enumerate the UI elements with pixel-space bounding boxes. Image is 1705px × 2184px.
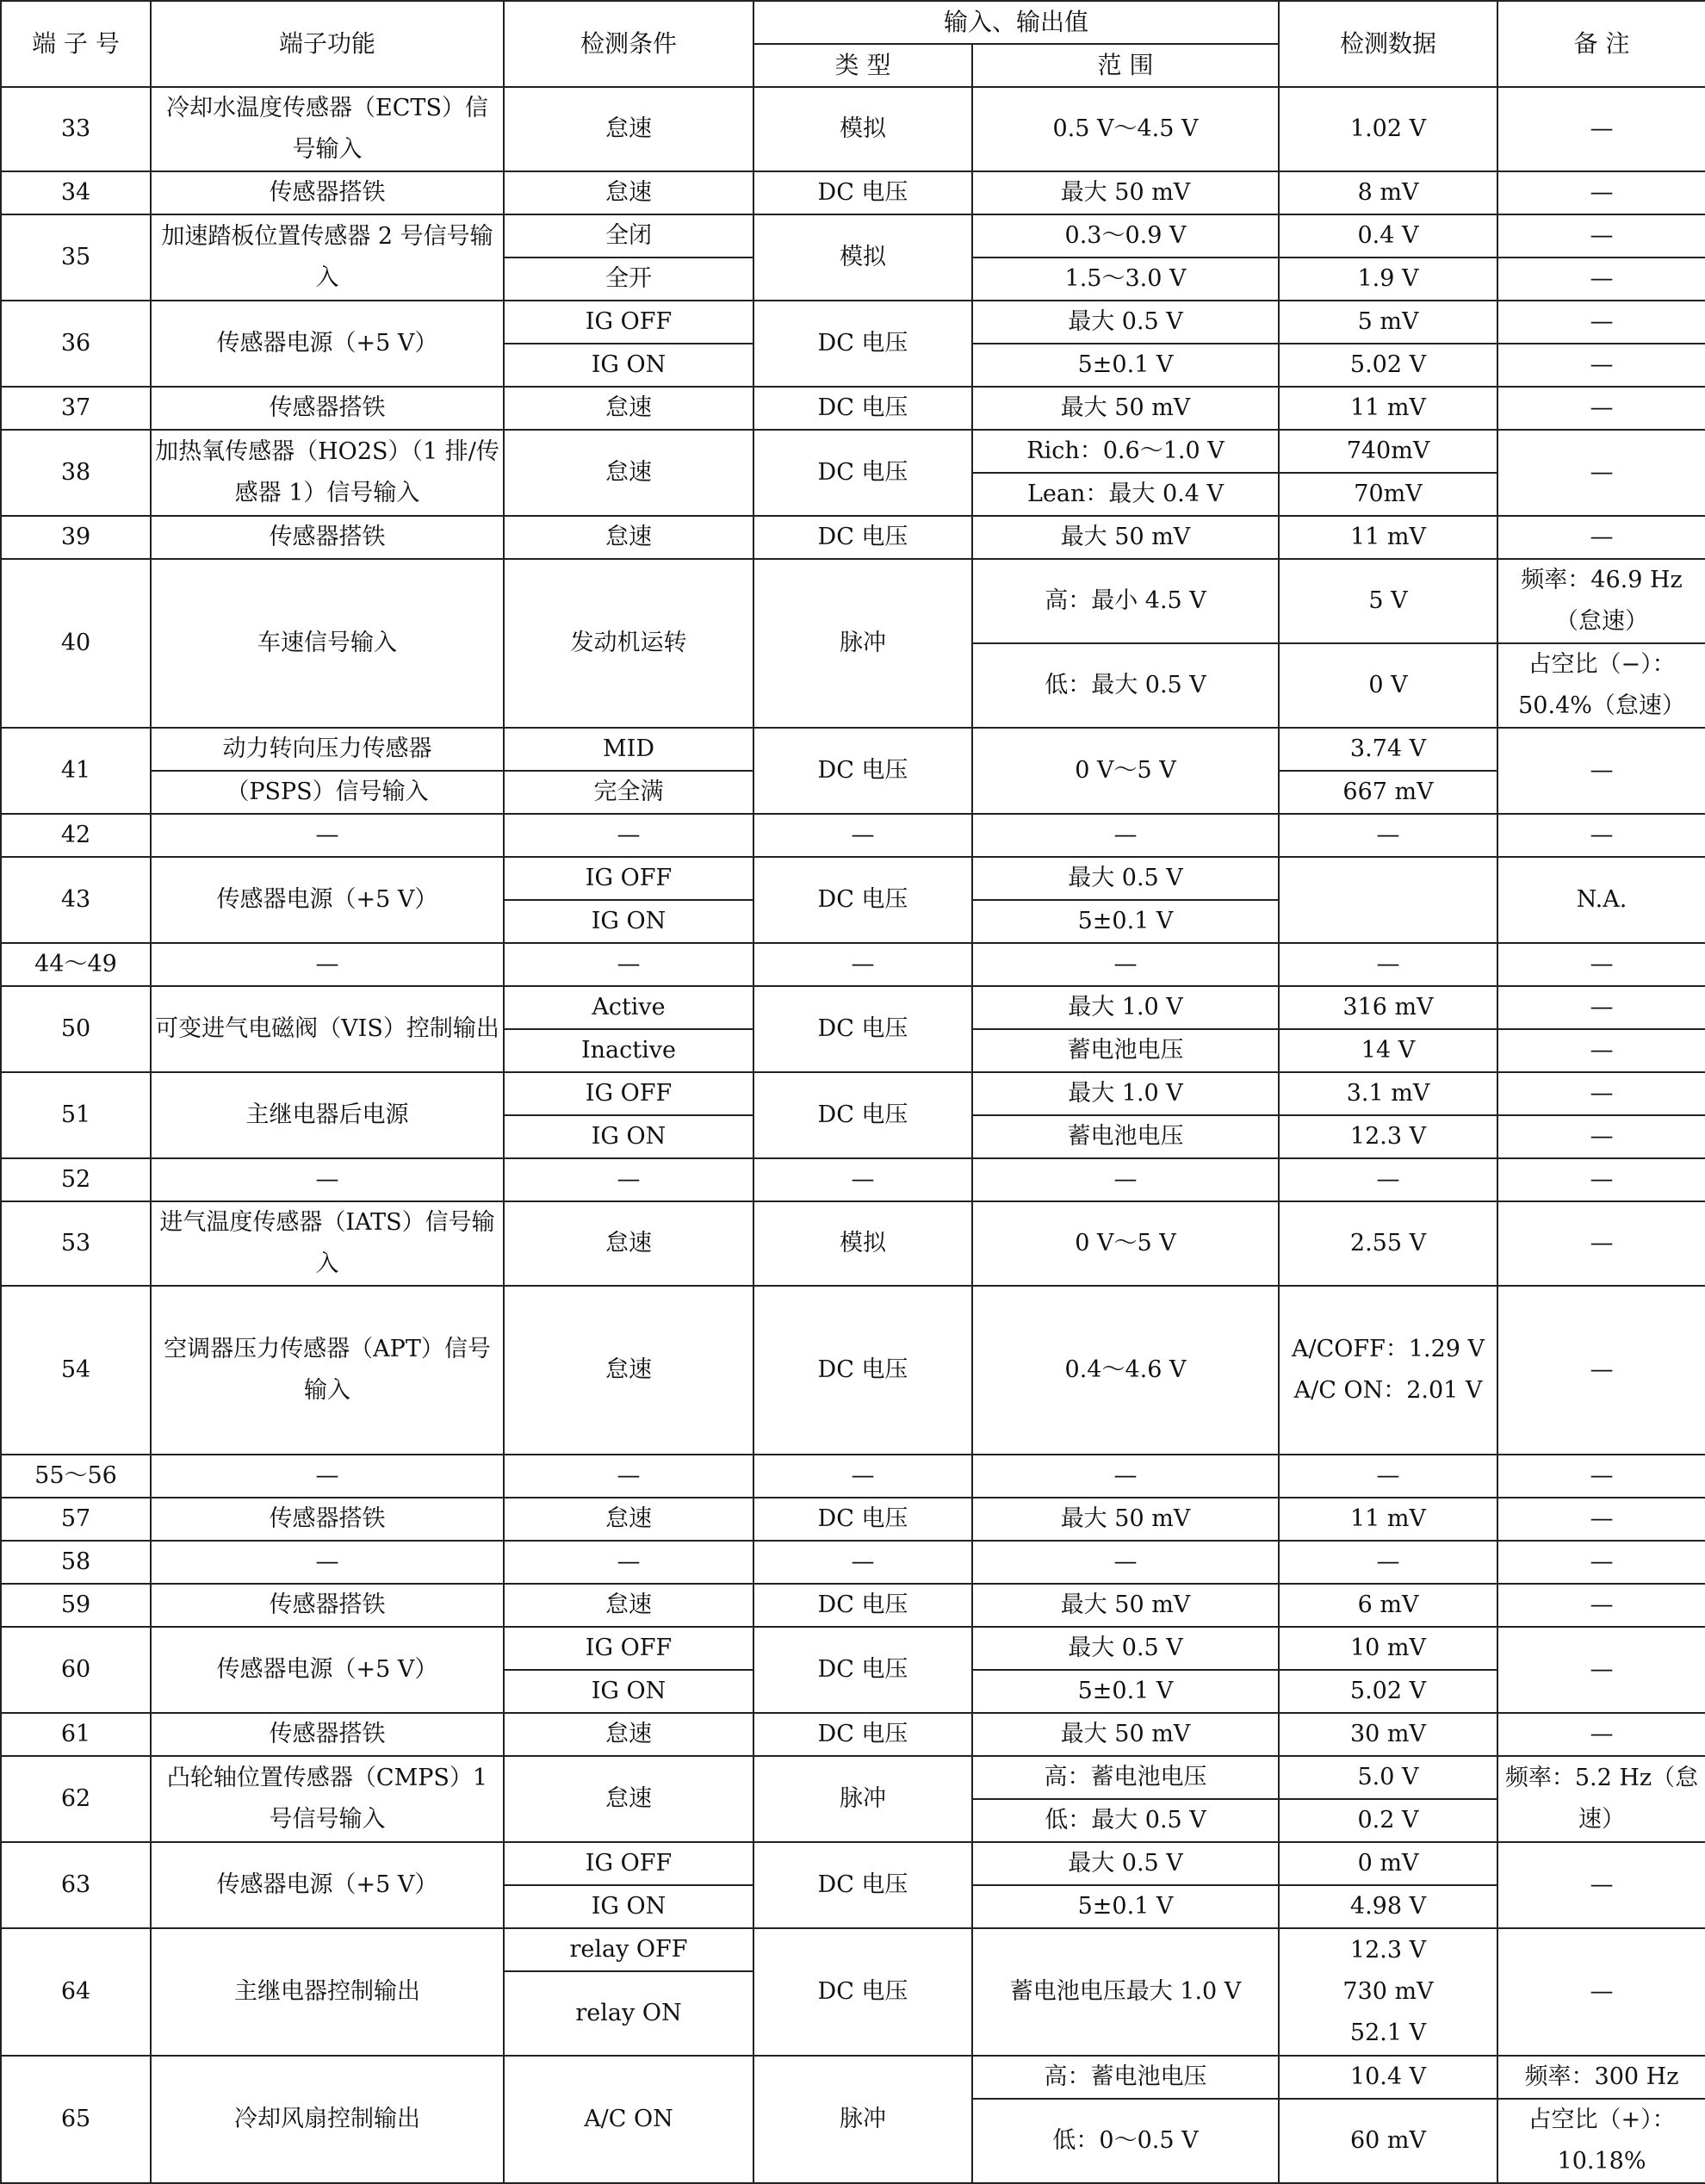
io-range: —: [972, 943, 1279, 986]
table-row: [1, 2056, 1705, 2099]
note: —: [1497, 214, 1705, 257]
measured-data: 11 mV: [1279, 387, 1497, 430]
condition: IG OFF: [504, 857, 753, 900]
terminal-function: 传感器电源（+5 V）: [151, 301, 504, 387]
measured-data: 667 mV: [1279, 771, 1497, 814]
note: —: [1497, 1627, 1705, 1713]
measured-data: [1279, 857, 1497, 943]
io-range: —: [972, 1541, 1279, 1584]
measured-data: 60 mV: [1279, 2099, 1497, 2183]
measured-data: 12.3 V 730 mV 52.1 V: [1279, 1928, 1497, 2056]
terminal-function: 可变进气电磁阀（VIS）控制输出: [151, 986, 504, 1072]
condition: 全开: [504, 257, 753, 301]
io-type: —: [753, 1541, 972, 1584]
terminal-function: 传感器电源（+5 V）: [151, 1842, 504, 1928]
terminal-function: 传感器电源（+5 V）: [151, 857, 504, 943]
table-row: [1, 516, 1705, 559]
condition: 完全满: [504, 771, 753, 814]
measured-data: —: [1279, 1455, 1497, 1498]
terminal-function: 冷却风扇控制输出: [151, 2056, 504, 2183]
io-type: DC 电压: [753, 171, 972, 214]
condition: 怠速: [504, 1713, 753, 1756]
table-row: [1, 1455, 1705, 1498]
io-range: —: [972, 814, 1279, 857]
note: N.A.: [1497, 857, 1705, 943]
note: —: [1497, 1455, 1705, 1498]
io-range: 蓄电池电压: [972, 1029, 1279, 1072]
terminal-function: 主继电器后电源: [151, 1072, 504, 1158]
measured-data: 5 V: [1279, 559, 1497, 643]
condition: —: [504, 1541, 753, 1584]
header-type: 类 型: [753, 44, 972, 87]
note: —: [1497, 943, 1705, 986]
condition: —: [504, 1455, 753, 1498]
header-notes: 备 注: [1497, 1, 1705, 87]
measured-data: 5.02 V: [1279, 1670, 1497, 1713]
condition: —: [504, 814, 753, 857]
measured-data: 3.74 V: [1279, 728, 1497, 771]
io-range: —: [972, 1455, 1279, 1498]
table-row: [1, 857, 1705, 900]
note: 频率：300 Hz: [1497, 2056, 1705, 2099]
io-range: 0.3～0.9 V: [972, 214, 1279, 257]
header-condition: 检测条件: [504, 1, 753, 87]
condition: 全闭: [504, 214, 753, 257]
table-row: [1, 986, 1705, 1029]
terminal-no: 54: [1, 1286, 151, 1455]
measured-data: 0 V: [1279, 643, 1497, 728]
io-range: 蓄电池电压最大 1.0 V: [972, 1928, 1279, 2056]
note: 占空比（+）：10.18%: [1497, 2099, 1705, 2183]
header-range: 范 围: [972, 44, 1279, 87]
note: 频率：46.9 Hz（怠速）: [1497, 559, 1705, 643]
terminal-function: 进气温度传感器（IATS）信号输入: [151, 1201, 504, 1286]
table-row: [1, 171, 1705, 214]
condition: 怠速: [504, 430, 753, 516]
measured-data: A/COFF：1.29 V A/C ON：2.01 V: [1279, 1286, 1497, 1455]
terminal-no: 58: [1, 1541, 151, 1584]
note: —: [1497, 1713, 1705, 1756]
measured-data: 3.1 mV: [1279, 1072, 1497, 1115]
measured-data: 740mV: [1279, 430, 1497, 473]
terminal-function: （PSPS）信号输入: [151, 771, 504, 814]
table-row: [1, 1286, 1705, 1455]
condition: relay OFF: [504, 1928, 753, 1971]
io-type: DC 电压: [753, 1713, 972, 1756]
terminal-no: 44～49: [1, 943, 151, 986]
note: —: [1497, 1115, 1705, 1158]
measured-data: —: [1279, 1158, 1497, 1201]
io-range: 低：0～0.5 V: [972, 2099, 1279, 2183]
condition: 怠速: [504, 387, 753, 430]
terminal-no: 33: [1, 87, 151, 171]
condition: 怠速: [504, 171, 753, 214]
io-range: 最大 50 mV: [972, 171, 1279, 214]
condition: IG OFF: [504, 301, 753, 344]
io-range: 最大 50 mV: [972, 516, 1279, 559]
condition: 发动机运转: [504, 559, 753, 728]
condition: IG OFF: [504, 1842, 753, 1885]
note: —: [1497, 387, 1705, 430]
io-range: 5±0.1 V: [972, 900, 1279, 943]
condition: 怠速: [504, 87, 753, 171]
io-type: 脉冲: [753, 2056, 972, 2183]
header-terminal: 端 子 号: [1, 1, 151, 87]
io-type: 模拟: [753, 87, 972, 171]
condition: 怠速: [504, 1286, 753, 1455]
measured-data: 11 mV: [1279, 1498, 1497, 1541]
table-row: [1, 1928, 1705, 1971]
terminal-function: 主继电器控制输出: [151, 1928, 504, 2056]
io-type: DC 电压: [753, 430, 972, 516]
note: —: [1497, 1158, 1705, 1201]
terminal-function: 传感器搭铁: [151, 1713, 504, 1756]
note: —: [1497, 1498, 1705, 1541]
note: —: [1497, 516, 1705, 559]
note: —: [1497, 430, 1705, 516]
io-type: DC 电压: [753, 986, 972, 1072]
note: —: [1497, 1072, 1705, 1115]
io-range: 最大 50 mV: [972, 387, 1279, 430]
table-row: [1, 214, 1705, 257]
header-io-values: 输入、输出值: [753, 1, 1279, 44]
io-range: 0 V～5 V: [972, 1201, 1279, 1286]
table-row: [1, 1072, 1705, 1115]
measured-data: 1.02 V: [1279, 87, 1497, 171]
terminal-function: —: [151, 1455, 504, 1498]
condition: A/C ON: [504, 2056, 753, 2183]
io-range: 最大 50 mV: [972, 1584, 1279, 1627]
measured-data: 4.98 V: [1279, 1885, 1497, 1928]
io-type: —: [753, 1455, 972, 1498]
io-type: —: [753, 943, 972, 986]
terminal-function: 传感器搭铁: [151, 516, 504, 559]
condition: 怠速: [504, 1584, 753, 1627]
table-row: [1, 1627, 1705, 1670]
note: —: [1497, 1584, 1705, 1627]
condition: 怠速: [504, 516, 753, 559]
terminal-no: 62: [1, 1756, 151, 1842]
table-row: [1, 559, 1705, 643]
io-range: 最大 1.0 V: [972, 1072, 1279, 1115]
terminal-no: 35: [1, 214, 151, 301]
table-row: [1, 1541, 1705, 1584]
measured-data: 10.4 V: [1279, 2056, 1497, 2099]
terminal-function: —: [151, 814, 504, 857]
measured-data: 2.55 V: [1279, 1201, 1497, 1286]
condition: relay ON: [504, 1971, 753, 2056]
io-type: DC 电压: [753, 301, 972, 387]
terminal-function: 空调器压力传感器（APT）信号输入: [151, 1286, 504, 1455]
io-type: DC 电压: [753, 1627, 972, 1713]
terminal-no: 61: [1, 1713, 151, 1756]
io-range: 最大 50 mV: [972, 1713, 1279, 1756]
table-row: [1, 430, 1705, 473]
note: —: [1497, 87, 1705, 171]
measured-data: 5 mV: [1279, 301, 1497, 344]
io-type: DC 电压: [753, 1584, 972, 1627]
terminal-no: 57: [1, 1498, 151, 1541]
terminal-function: —: [151, 1541, 504, 1584]
io-range: 最大 0.5 V: [972, 301, 1279, 344]
io-range: 0.5 V～4.5 V: [972, 87, 1279, 171]
measured-data: 1.9 V: [1279, 257, 1497, 301]
measured-data: 12.3 V: [1279, 1115, 1497, 1158]
terminal-no: 53: [1, 1201, 151, 1286]
io-range: 最大 50 mV: [972, 1498, 1279, 1541]
terminal-function: 车速信号输入: [151, 559, 504, 728]
table-row: [1, 1584, 1705, 1627]
measured-data: 70mV: [1279, 473, 1497, 516]
terminal-no: 34: [1, 171, 151, 214]
note: —: [1497, 986, 1705, 1029]
condition: 怠速: [504, 1498, 753, 1541]
condition: —: [504, 1158, 753, 1201]
terminal-no: 65: [1, 2056, 151, 2183]
condition: IG ON: [504, 1670, 753, 1713]
terminal-no: 42: [1, 814, 151, 857]
measured-data: 6 mV: [1279, 1584, 1497, 1627]
io-range: 蓄电池电压: [972, 1115, 1279, 1158]
io-type: DC 电压: [753, 1498, 972, 1541]
terminal-function: 传感器搭铁: [151, 1498, 504, 1541]
terminal-function: 传感器搭铁: [151, 171, 504, 214]
terminal-no: 39: [1, 516, 151, 559]
table-row: [1, 814, 1705, 857]
terminal-no: 51: [1, 1072, 151, 1158]
measured-data: 10 mV: [1279, 1627, 1497, 1670]
table-row: [1, 728, 1705, 771]
io-range: 最大 1.0 V: [972, 986, 1279, 1029]
terminal-no: 55～56: [1, 1455, 151, 1498]
measured-data: —: [1279, 943, 1497, 986]
table-row: [1, 1756, 1705, 1799]
condition: IG OFF: [504, 1627, 753, 1670]
table-row: [1, 1498, 1705, 1541]
terminal-function: 加速踏板位置传感器 2 号信号输入: [151, 214, 504, 301]
terminal-function: 冷却水温度传感器（ECTS）信号输入: [151, 87, 504, 171]
note: —: [1497, 171, 1705, 214]
io-range: 高：蓄电池电压: [972, 2056, 1279, 2099]
note: —: [1497, 1201, 1705, 1286]
note: —: [1497, 728, 1705, 814]
measured-data: 11 mV: [1279, 516, 1497, 559]
io-type: 模拟: [753, 1201, 972, 1286]
condition: IG OFF: [504, 1072, 753, 1115]
measured-data: —: [1279, 814, 1497, 857]
terminal-no: 64: [1, 1928, 151, 2056]
measured-data: 0.4 V: [1279, 214, 1497, 257]
terminal-function: 动力转向压力传感器: [151, 728, 504, 771]
io-type: DC 电压: [753, 1072, 972, 1158]
io-range: 低：最大 0.5 V: [972, 1799, 1279, 1842]
note: —: [1497, 257, 1705, 301]
io-type: DC 电压: [753, 728, 972, 814]
terminal-no: 38: [1, 430, 151, 516]
io-type: —: [753, 814, 972, 857]
measured-data: 5.0 V: [1279, 1756, 1497, 1799]
note: —: [1497, 1928, 1705, 2056]
io-range: 低：最大 0.5 V: [972, 643, 1279, 728]
measured-data: 316 mV: [1279, 986, 1497, 1029]
terminal-no: 40: [1, 559, 151, 728]
io-range: 高：蓄电池电压: [972, 1756, 1279, 1799]
measured-data: 0.2 V: [1279, 1799, 1497, 1842]
measured-data: 30 mV: [1279, 1713, 1497, 1756]
note: —: [1497, 814, 1705, 857]
note: —: [1497, 301, 1705, 344]
table-row: [1, 943, 1705, 986]
io-type: 脉冲: [753, 559, 972, 728]
measured-data: —: [1279, 1541, 1497, 1584]
terminal-function: 加热氧传感器（HO2S）（1 排/传感器 1）信号输入: [151, 430, 504, 516]
io-range: 1.5～3.0 V: [972, 257, 1279, 301]
condition: Active: [504, 986, 753, 1029]
measured-data: 5.02 V: [1279, 344, 1497, 387]
condition: IG ON: [504, 344, 753, 387]
note: 占空比（−）：50.4%（怠速）: [1497, 643, 1705, 728]
header-data: 检测数据: [1279, 1, 1497, 87]
terminal-no: 63: [1, 1842, 151, 1928]
io-type: DC 电压: [753, 387, 972, 430]
table-row: [1, 301, 1705, 344]
terminal-no: 50: [1, 986, 151, 1072]
condition: —: [504, 943, 753, 986]
condition: IG ON: [504, 900, 753, 943]
io-range: 5±0.1 V: [972, 344, 1279, 387]
measured-data: 8 mV: [1279, 171, 1497, 214]
io-range: 高：最小 4.5 V: [972, 559, 1279, 643]
terminal-no: 60: [1, 1627, 151, 1713]
terminal-no: 41: [1, 728, 151, 814]
io-range: 0.4～4.6 V: [972, 1286, 1279, 1455]
io-range: 最大 0.5 V: [972, 1842, 1279, 1885]
condition: Inactive: [504, 1029, 753, 1072]
io-type: 模拟: [753, 214, 972, 301]
io-range: 最大 0.5 V: [972, 857, 1279, 900]
measured-data: 14 V: [1279, 1029, 1497, 1072]
io-range: Rich：0.6～1.0 V: [972, 430, 1279, 473]
note: —: [1497, 344, 1705, 387]
table-row: [1, 1158, 1705, 1201]
io-type: DC 电压: [753, 857, 972, 943]
terminal-no: 36: [1, 301, 151, 387]
note: 频率：5.2 Hz（怠速）: [1497, 1756, 1705, 1842]
io-range: 5±0.1 V: [972, 1670, 1279, 1713]
measured-data: 0 mV: [1279, 1842, 1497, 1885]
note: —: [1497, 1286, 1705, 1455]
terminal-function: 传感器电源（+5 V）: [151, 1627, 504, 1713]
condition: 怠速: [504, 1756, 753, 1842]
io-type: 脉冲: [753, 1756, 972, 1842]
table-row: [1, 1713, 1705, 1756]
io-range: 5±0.1 V: [972, 1885, 1279, 1928]
terminal-function: 传感器搭铁: [151, 387, 504, 430]
io-type: —: [753, 1158, 972, 1201]
io-range: 最大 0.5 V: [972, 1627, 1279, 1670]
io-range: Lean：最大 0.4 V: [972, 473, 1279, 516]
table-row: [1, 1842, 1705, 1885]
note: —: [1497, 1029, 1705, 1072]
note: —: [1497, 1541, 1705, 1584]
io-type: DC 电压: [753, 516, 972, 559]
header-function: 端子功能: [151, 1, 504, 87]
condition: IG ON: [504, 1885, 753, 1928]
io-type: DC 电压: [753, 1842, 972, 1928]
condition: 怠速: [504, 1201, 753, 1286]
table-row: [1, 1201, 1705, 1286]
terminal-no: 43: [1, 857, 151, 943]
terminal-function: 凸轮轴位置传感器（CMPS）1 号信号输入: [151, 1756, 504, 1842]
terminal-no: 59: [1, 1584, 151, 1627]
io-range: —: [972, 1158, 1279, 1201]
terminal-function: —: [151, 943, 504, 986]
table-row: [1, 87, 1705, 171]
condition: IG ON: [504, 1115, 753, 1158]
condition: MID: [504, 728, 753, 771]
table-row: [1, 387, 1705, 430]
terminal-no: 52: [1, 1158, 151, 1201]
terminal-function: —: [151, 1158, 504, 1201]
note: —: [1497, 1842, 1705, 1928]
terminal-no: 37: [1, 387, 151, 430]
io-type: DC 电压: [753, 1928, 972, 2056]
io-type: DC 电压: [753, 1286, 972, 1455]
io-range: 0 V～5 V: [972, 728, 1279, 814]
terminal-function: 传感器搭铁: [151, 1584, 504, 1627]
